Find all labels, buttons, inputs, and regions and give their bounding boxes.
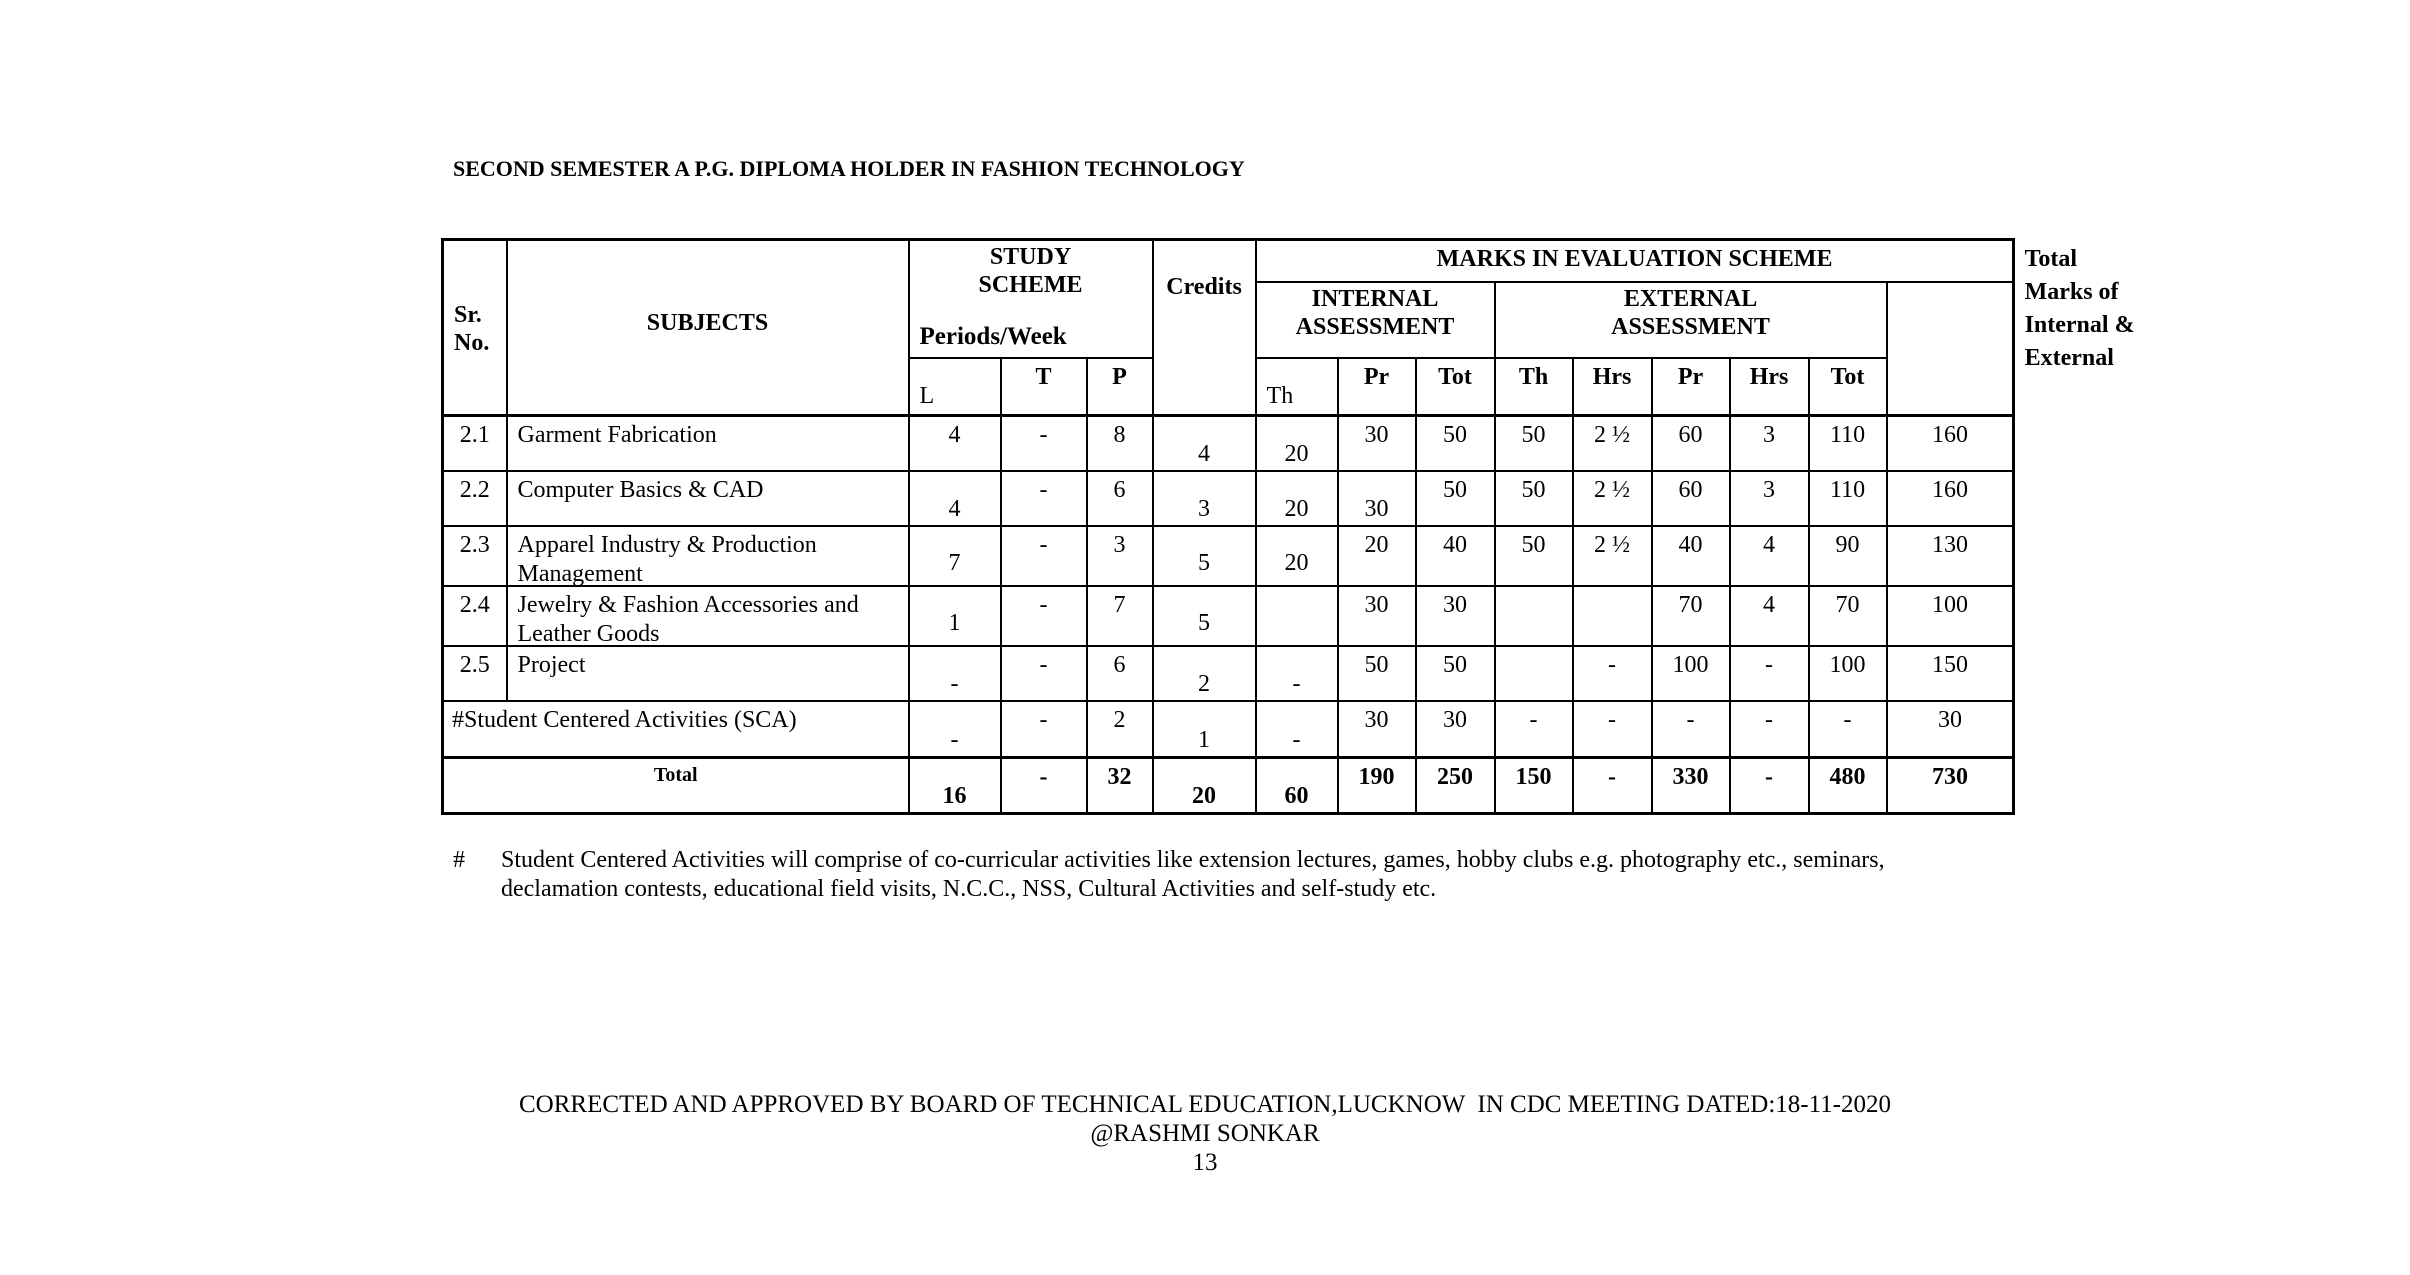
l-cell: 7: [909, 526, 1001, 586]
ext-hrs-cell: -: [1573, 757, 1652, 813]
ext-pr-label: Pr: [1677, 363, 1704, 390]
total-marks-label: Total Marks of Internal & External: [2024, 246, 2135, 371]
header-internal-assessment: [1256, 282, 1495, 358]
ext-hrs-cell: -: [1573, 646, 1652, 701]
sca-subject-cell: #Student Centered Activities (SCA): [443, 701, 909, 757]
ext-tot-cell: 110: [1809, 416, 1887, 472]
subject-cell: Project: [507, 646, 909, 701]
ext-tot-label: Tot: [1830, 363, 1865, 390]
header-ext-hrs: [1573, 358, 1652, 416]
header-sr-no: [443, 240, 507, 416]
credits-cell: 3: [1153, 471, 1256, 526]
int-tot-cell: 40: [1416, 526, 1495, 586]
table-row: [443, 586, 2014, 646]
p-cell: 32: [1087, 757, 1153, 813]
int-tot-cell: 50: [1416, 471, 1495, 526]
subject-cell: Apparel Industry & Production Management: [507, 526, 909, 586]
header-p: [1087, 358, 1153, 416]
t-label: T: [1035, 363, 1052, 390]
ext-th-cell: -: [1495, 701, 1573, 757]
int-th-cell: -: [1256, 646, 1338, 701]
sr-cell: 2.2: [443, 471, 507, 526]
ext-tot-cell: 70: [1809, 586, 1887, 646]
subject-cell: Computer Basics & CAD: [507, 471, 909, 526]
int-pr-cell: 190: [1338, 757, 1416, 813]
total-cell: 150: [1887, 646, 2014, 701]
int-pr-cell: 20: [1338, 526, 1416, 586]
int-th-cell: 20: [1256, 526, 1338, 586]
int-tot-label: Tot: [1438, 363, 1472, 390]
ext-tot-cell: 100: [1809, 646, 1887, 701]
sca-row: [443, 701, 2014, 757]
page-footer: [0, 1090, 2410, 1177]
total-cell: 160: [1887, 471, 2014, 526]
ext-th-cell: 50: [1495, 526, 1573, 586]
ext-hrs-cell: [1573, 586, 1652, 646]
header-int-th: [1256, 358, 1338, 416]
header-ext-tot: [1809, 358, 1887, 416]
ext-pr-cell: -: [1652, 701, 1730, 757]
t-cell: -: [1001, 701, 1087, 757]
subjects-label: SUBJECTS: [646, 310, 769, 336]
ext-th-cell: 150: [1495, 757, 1573, 813]
credits-cell: 5: [1153, 586, 1256, 646]
approval-line: CORRECTED AND APPROVED BY BOARD OF TECHNICAL EDUCATION,LUCKNOW IN CDC MEETING DATED:18-11-2020: [519, 1091, 1891, 1118]
sr-cell: 2.3: [443, 526, 507, 586]
header-ext-pr: [1652, 358, 1730, 416]
sr-cell: 2.4: [443, 586, 507, 646]
int-pr-cell: 30: [1338, 471, 1416, 526]
table-row: [443, 416, 2014, 472]
ext-th-cell: [1495, 646, 1573, 701]
int-tot-cell: 30: [1416, 701, 1495, 757]
int-th-cell: 20: [1256, 471, 1338, 526]
marks-scheme-label: MARKS IN EVALUATION SCHEME: [1436, 246, 1833, 272]
t-cell: -: [1001, 471, 1087, 526]
int-th-cell: 60: [1256, 757, 1338, 813]
p-cell: 6: [1087, 471, 1153, 526]
l-cell: 16: [909, 757, 1001, 813]
internal-label: INTERNAL ASSESSMENT: [1295, 285, 1455, 340]
t-cell: -: [1001, 646, 1087, 701]
ext-hrs-cell: 3: [1730, 471, 1809, 526]
int-th-cell: 20: [1256, 416, 1338, 472]
credits-cell: 1: [1153, 701, 1256, 757]
l-cell: -: [909, 646, 1001, 701]
ext-tot-cell: 480: [1809, 757, 1887, 813]
int-pr-cell: 30: [1338, 416, 1416, 472]
total-cell: 730: [1887, 757, 2014, 813]
t-cell: -: [1001, 757, 1087, 813]
footnote-text: Student Centered Activities will comprise of co-curricular activities like extension lectures, games, hobby clubs e.g. photography etc., seminars, declamation contests, educational field visits, N.C.C., NSS, Cultural Activities and self-study etc.: [501, 847, 1885, 902]
int-pr-cell: 50: [1338, 646, 1416, 701]
p-cell: 8: [1087, 416, 1153, 472]
ext-pr-cell: 60: [1652, 416, 1730, 472]
header-external-assessment: [1495, 282, 1887, 358]
ext-pr-cell: 60: [1652, 471, 1730, 526]
table-row: [443, 646, 2014, 701]
ext-hrs-cell: -: [1730, 646, 1809, 701]
ext-pr-cell: 70: [1652, 586, 1730, 646]
ext-hrs-cell: 2 ½: [1573, 416, 1652, 472]
header-ext-th: [1495, 358, 1573, 416]
ext-hrs-label: Hrs: [1592, 363, 1632, 390]
ext-hrs-cell: 4: [1730, 586, 1809, 646]
ext-pr-cell: 100: [1652, 646, 1730, 701]
int-tot-cell: 30: [1416, 586, 1495, 646]
header-credits: [1153, 240, 1256, 416]
ext-hrs-cell: 3: [1730, 416, 1809, 472]
int-tot-cell: 250: [1416, 757, 1495, 813]
ext-hrs-cell: 2 ½: [1573, 526, 1652, 586]
ext-hrs-cell: -: [1573, 701, 1652, 757]
credits-cell: 20: [1153, 757, 1256, 813]
ext-pr-cell: 40: [1652, 526, 1730, 586]
total-row: [443, 757, 2014, 813]
total-cell: 30: [1887, 701, 2014, 757]
l-cell: 4: [909, 471, 1001, 526]
subject-cell: Jewelry & Fashion Accessories and Leather Goods: [507, 586, 909, 646]
sr-cell: 2.1: [443, 416, 507, 472]
author-line: @RASHMI SONKAR: [1090, 1120, 1320, 1147]
header-subjects: [507, 240, 909, 416]
total-label-cell: Total: [443, 757, 909, 813]
header-study-scheme: [909, 240, 1153, 358]
header-l: [909, 358, 1001, 416]
l-cell: 1: [909, 586, 1001, 646]
periods-week-label: Periods/Week: [919, 323, 1067, 350]
sr-no-label: Sr. No.: [454, 302, 490, 356]
table-row: [443, 526, 2014, 586]
page-number: 13: [1192, 1149, 1218, 1176]
total-cell: 160: [1887, 416, 2014, 472]
p-cell: 3: [1087, 526, 1153, 586]
credits-cell: 2: [1153, 646, 1256, 701]
header-t: [1001, 358, 1087, 416]
int-th-cell: -: [1256, 701, 1338, 757]
int-pr-label: Pr: [1363, 363, 1390, 390]
l-cell: -: [909, 701, 1001, 757]
int-tot-cell: 50: [1416, 416, 1495, 472]
header-int-tot: [1416, 358, 1495, 416]
credits-cell: 5: [1153, 526, 1256, 586]
ext-hrs-cell: -: [1730, 701, 1809, 757]
int-th-label: Th: [1266, 383, 1294, 409]
ext-hrs-label: Hrs: [1749, 363, 1789, 390]
ext-pr-cell: 330: [1652, 757, 1730, 813]
ext-th-cell: [1495, 586, 1573, 646]
credits-label: Credits: [1166, 274, 1242, 300]
t-cell: -: [1001, 586, 1087, 646]
study-scheme-label: STUDY SCHEME: [978, 244, 1083, 298]
sr-cell: 2.5: [443, 646, 507, 701]
int-pr-cell: 30: [1338, 586, 1416, 646]
ext-tot-cell: 110: [1809, 471, 1887, 526]
p-label: P: [1112, 363, 1127, 390]
header-marks-scheme: [1256, 240, 2014, 282]
external-label: EXTERNAL ASSESSMENT: [1611, 285, 1770, 340]
table-row: [443, 471, 2014, 526]
ext-hrs-cell: -: [1730, 757, 1809, 813]
int-tot-cell: 50: [1416, 646, 1495, 701]
ext-th-cell: 50: [1495, 471, 1573, 526]
total-cell: 130: [1887, 526, 2014, 586]
ext-th-label: Th: [1518, 363, 1549, 390]
study-evaluation-scheme-table: [441, 238, 2135, 815]
int-pr-cell: 30: [1338, 701, 1416, 757]
credits-cell: 4: [1153, 416, 1256, 472]
p-cell: 6: [1087, 646, 1153, 701]
t-cell: -: [1001, 526, 1087, 586]
footnote-mark: #: [453, 847, 465, 873]
document-title: SECOND SEMESTER A P.G. DIPLOMA HOLDER IN FASHION TECHNOLOGY: [453, 156, 1245, 181]
l-cell: 4: [909, 416, 1001, 472]
ext-tot-cell: -: [1809, 701, 1887, 757]
p-cell: 2: [1087, 701, 1153, 757]
header-int-pr: [1338, 358, 1416, 416]
l-label: L: [919, 383, 935, 409]
ext-tot-cell: 90: [1809, 526, 1887, 586]
ext-th-cell: 50: [1495, 416, 1573, 472]
int-th-cell: [1256, 586, 1338, 646]
p-cell: 7: [1087, 586, 1153, 646]
subject-cell: Garment Fabrication: [507, 416, 909, 472]
ext-hrs-cell: 2 ½: [1573, 471, 1652, 526]
t-cell: -: [1001, 416, 1087, 472]
header-ext-hrs: [1730, 358, 1809, 416]
total-cell: 100: [1887, 586, 2014, 646]
ext-hrs-cell: 4: [1730, 526, 1809, 586]
